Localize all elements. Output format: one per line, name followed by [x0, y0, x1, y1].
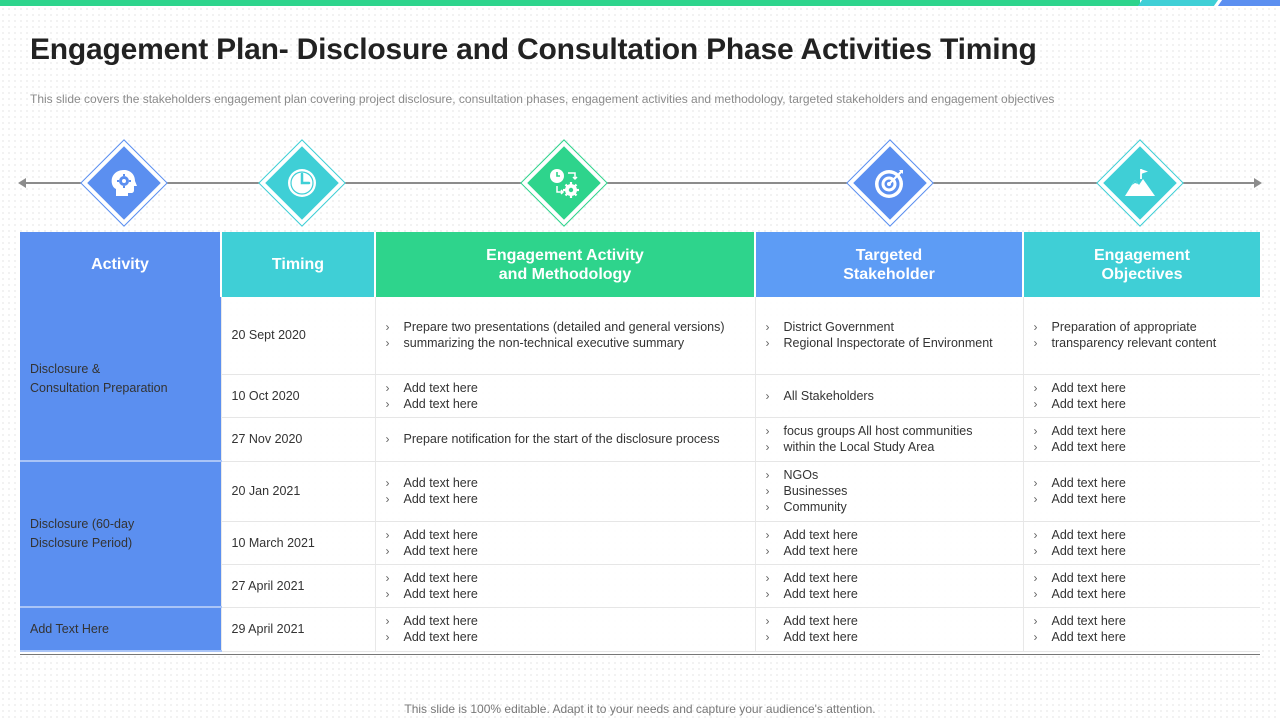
- engagement-cell: › Add text here › Add text here: [375, 564, 755, 607]
- timeline-line: [20, 182, 1260, 184]
- head-gear-icon: [104, 163, 144, 203]
- objectives-cell: › Add text here › Add text here: [1023, 521, 1260, 564]
- timeline-arrow-left: [18, 178, 26, 188]
- engagement-cell: › Add text here › Add text here: [375, 607, 755, 651]
- top-accent-bar: [0, 0, 1280, 6]
- stakeholder-cell: › NGOs › Businesses › Community: [755, 461, 1023, 521]
- header-timing: Timing: [221, 232, 375, 297]
- timing-cell: 20 Jan 2021: [221, 461, 375, 521]
- stakeholder-cell: › District Government › Regional Inspectorate of Environment: [755, 297, 1023, 374]
- top-accent-teal: [1138, 0, 1218, 6]
- objectives-cell: › Add text here › Add text here: [1023, 564, 1260, 607]
- activity-group-3: Add Text Here: [20, 607, 221, 651]
- header-engagement: Engagement Activity and Methodology: [375, 232, 755, 297]
- objectives-cell: › Add text here › Add text here: [1023, 374, 1260, 417]
- stakeholder-cell: › Add text here › Add text here: [755, 521, 1023, 564]
- engagement-cell: › Prepare notification for the start of the disclosure process: [375, 417, 755, 461]
- top-accent-blue: [1218, 0, 1280, 6]
- head-gear-icon-diamond: [81, 140, 167, 226]
- engagement-plan-table: [20, 232, 1260, 652]
- timing-cell: 29 April 2021: [221, 607, 375, 651]
- target-icon: [870, 163, 910, 203]
- stakeholder-cell: › focus groups All host communities › within the Local Study Area: [755, 417, 1023, 461]
- process-flow-icon-diamond: [521, 140, 607, 226]
- mountain-flag-icon: [1120, 163, 1160, 203]
- engagement-cell: › Add text here › Add text here: [375, 461, 755, 521]
- table-row: [20, 461, 1260, 521]
- table-row: [20, 297, 1260, 374]
- engagement-cell: › Prepare two presentations (detailed and general versions) › summarizing the non-technical executive summary: [375, 297, 755, 374]
- activity-group-1: Disclosure & Consultation Preparation: [20, 297, 221, 461]
- clock-icon: [282, 163, 322, 203]
- timing-cell: 10 March 2021: [221, 521, 375, 564]
- timing-cell: 20 Sept 2020: [221, 297, 375, 374]
- table-header-row: [20, 232, 1260, 297]
- objectives-cell: › Add text here › Add text here: [1023, 461, 1260, 521]
- stakeholder-cell: › All Stakeholders: [755, 374, 1023, 417]
- header-objectives: Engagement Objectives: [1023, 232, 1260, 297]
- target-icon-diamond: [847, 140, 933, 226]
- activity-group-2: Disclosure (60-day Disclosure Period): [20, 461, 221, 607]
- stakeholder-cell: › Add text here › Add text here: [755, 607, 1023, 651]
- table-bottom-line: [20, 654, 1260, 655]
- mountain-flag-icon-diamond: [1097, 140, 1183, 226]
- slide-footer: This slide is 100% editable. Adapt it to your needs and capture your audience's attention.: [404, 702, 876, 716]
- timing-cell: 27 Nov 2020: [221, 417, 375, 461]
- engagement-cell: › Add text here › Add text here: [375, 521, 755, 564]
- clock-icon-diamond: [259, 140, 345, 226]
- slide-subtitle: This slide covers the stakeholders engagement plan covering project disclosure, consultation phases, engagement activities and methodology, targeted stakeholders and engagement objectives: [30, 92, 1055, 106]
- header-stakeholder: Targeted Stakeholder: [755, 232, 1023, 297]
- stakeholder-cell: › Add text here › Add text here: [755, 564, 1023, 607]
- objectives-cell: › Add text here › Add text here: [1023, 417, 1260, 461]
- engagement-cell: › Add text here › Add text here: [375, 374, 755, 417]
- timing-cell: 27 April 2021: [221, 564, 375, 607]
- timeline-arrow-right: [1254, 178, 1262, 188]
- header-activity: Activity: [20, 232, 221, 297]
- process-flow-icon: [544, 163, 584, 203]
- slide-title: Engagement Plan- Disclosure and Consultation Phase Activities Timing: [30, 33, 1037, 66]
- timing-cell: 10 Oct 2020: [221, 374, 375, 417]
- table-row: [20, 607, 1260, 651]
- objectives-cell: › Add text here › Add text here: [1023, 607, 1260, 651]
- objectives-cell: › Preparation of appropriate › transparency relevant content: [1023, 297, 1260, 374]
- top-accent-green: [0, 0, 1140, 6]
